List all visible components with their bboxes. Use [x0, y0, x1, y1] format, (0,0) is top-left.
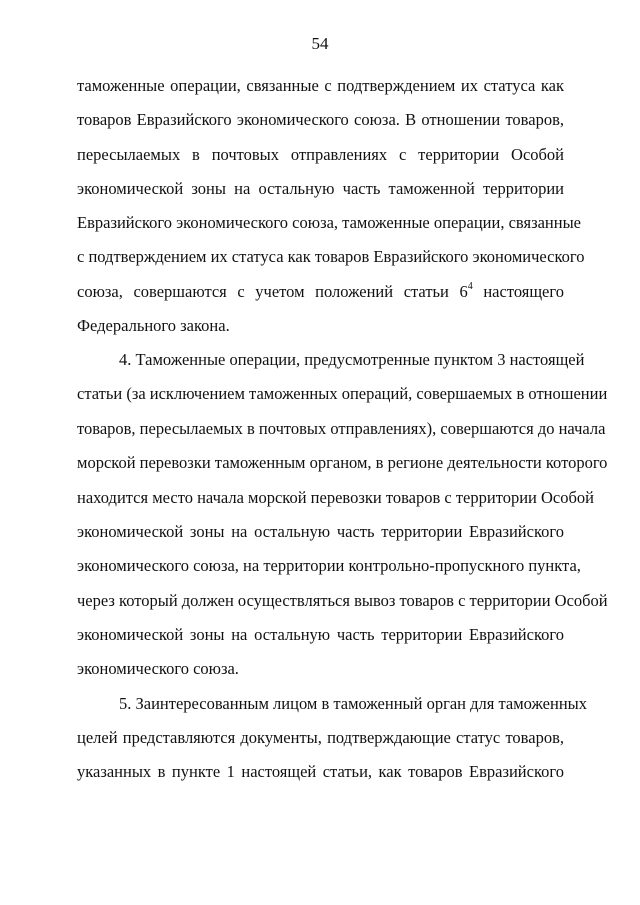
- page-number: 54: [311, 34, 329, 53]
- text-line: целей представляются документы, подтверждающие статус товаров,: [77, 728, 564, 747]
- text-line: товаров Евразийского экономического союза. В отношении товаров,: [77, 110, 564, 129]
- text-line: экономического союза.: [77, 659, 239, 678]
- text-line: пересылаемых в почтовых отправлениях с территории Особой: [77, 145, 564, 164]
- text-line: Евразийского экономического союза, таможенные операции, связанные: [77, 213, 581, 232]
- article-superscript: 4: [467, 280, 473, 292]
- text-line: через который должен осуществляться вывоз товаров с территории Особой: [77, 591, 608, 610]
- text-line: находится место начала морской перевозки товаров с территории Особой: [77, 488, 594, 507]
- text-line: морской перевозки таможенным органом, в регионе деятельности которого: [77, 453, 608, 472]
- text-segment: настоящего: [472, 282, 564, 301]
- text-line: экономической зоны на остальную часть таможенной территории: [77, 179, 564, 198]
- text-line: экономической зоны на остальную часть территории Евразийского: [77, 625, 564, 644]
- text-line: статьи (за исключением таможенных операций, совершаемых в отношении: [77, 384, 608, 403]
- text-line: указанных в пункте 1 настоящей статьи, как товаров Евразийского: [77, 762, 564, 781]
- text-line: с подтверждением их статуса как товаров Евразийского экономического: [77, 247, 585, 266]
- text-line-with-reference: [77, 280, 564, 304]
- text-line: таможенные операции, связанные с подтверждением их статуса как: [77, 76, 564, 95]
- text-line: товаров, пересылаемых в почтовых отправлениях), совершаются до начала: [77, 419, 606, 438]
- text-segment: союза, совершаются с учетом положений статьи 6: [77, 282, 468, 301]
- text-line: экономической зоны на остальную часть территории Евразийского: [77, 522, 564, 541]
- text-line: Федерального закона.: [77, 316, 230, 335]
- text-line: экономического союза, на территории контрольно-пропускного пункта,: [77, 556, 581, 575]
- paragraph-5-first-line: 5. Заинтересованным лицом в таможенный орган для таможенных: [119, 694, 587, 713]
- paragraph-4-first-line: 4. Таможенные операции, предусмотренные пунктом 3 настоящей: [119, 350, 585, 369]
